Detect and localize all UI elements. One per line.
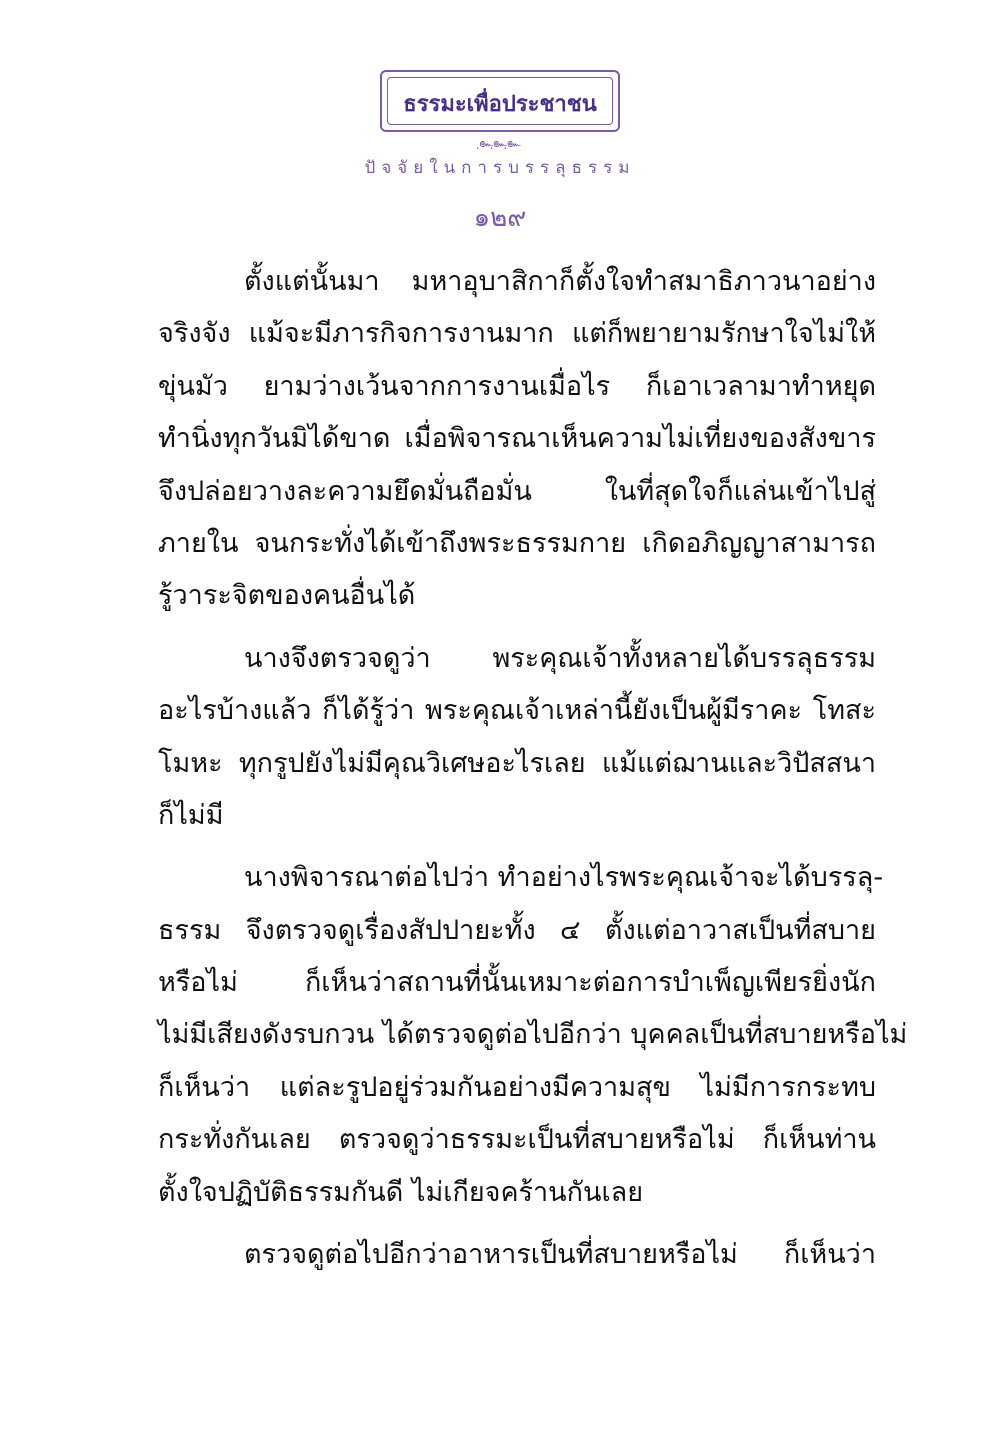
text-line: นางพิจารณาต่อไปว่า ทำอย่างไรพระคุณเจ้าจะได้บรรลุ- xyxy=(244,862,884,894)
text-line: ตั้งใจปฏิบัติธรรมกันดี ไม่เกียจคร้านกันเลย xyxy=(158,1176,644,1208)
paragraph xyxy=(158,852,908,1219)
ornament-icon: ฺ๛ฺ๛ฺ๛ xyxy=(479,136,521,150)
logo-text: ธรรมะเพื่อประชาชน xyxy=(403,92,597,117)
text-line: ขุ่นมัว ยามว่างเว้นจากการงานเมื่อไร ก็เอาเวลามาทำหยุด xyxy=(158,370,876,402)
paragraph xyxy=(158,256,876,623)
logo xyxy=(380,70,620,132)
text-line: กระทั่งกันเลย ตรวจดูว่าธรรมะเป็นที่สบายหรือไม่ ก็เห็นท่าน xyxy=(158,1124,876,1156)
text-line: จึงปล่อยวางละความยึดมั่นถือมั่น ในที่สุดใจก็แล่นเข้าไปสู่ xyxy=(158,475,876,507)
text-line: ตรวจดูต่อไปอีกว่าอาหารเป็นที่สบายหรือไม่ ก็เห็นว่า xyxy=(244,1239,876,1271)
text-line: ก็ไม่มี xyxy=(158,799,224,831)
paragraph xyxy=(158,1229,876,1281)
text-line: โมหะ ทุกรูปยังไม่มีคุณวิเศษอะไรเลย แม้แต่ฌานและวิปัสสนา xyxy=(158,747,876,779)
text-line: หรือไม่ ก็เห็นว่าสถานที่นั้นเหมาะต่อการบำเพ็ญเพียรยิ่งนัก xyxy=(158,967,876,999)
page-number: ๑๒๙ xyxy=(473,203,527,233)
page-header xyxy=(0,70,1000,238)
text-line: ตั้งแต่นั้นมา มหาอุบาสิกาก็ตั้งใจทำสมาธิภาวนาอย่าง xyxy=(244,266,876,297)
text-line: จริงจัง แม้จะมีภารกิจการงานมาก แต่ก็พยายามรักษาใจไม่ให้ xyxy=(158,318,876,350)
text-line: ทำนิ่งทุกวันมิได้ขาด เมื่อพิจารณาเห็นความไม่เที่ยงของสังขาร xyxy=(158,423,876,455)
text-line: อะไรบ้างแล้ว ก็ได้รู้ว่า พระคุณเจ้าเหล่านี้ยังเป็นผู้มีราคะ โทสะ xyxy=(158,695,876,727)
text-line: นางจึงตรวจดูว่า พระคุณเจ้าทั้งหลายได้บรรลุธรรม xyxy=(244,642,876,674)
text-line: ไม่มีเสียงดังรบกวน ได้ตรวจดูต่อไปอีกว่า บุคคลเป็นที่สบายหรือไม่ xyxy=(158,1019,908,1051)
text-line: ก็เห็นว่า แต่ละรูปอยู่ร่วมกันอย่างมีความสุข ไม่มีการกระทบ xyxy=(158,1071,876,1103)
paragraph xyxy=(158,633,876,843)
text-line: ภายใน จนกระทั่งได้เข้าถึงพระธรรมกาย เกิดอภิญญาสามารถ xyxy=(158,527,876,559)
body-text xyxy=(158,256,908,1281)
running-title: ปัจจัยในการบรรลุธรรม xyxy=(364,158,636,178)
text-line: รู้วาระจิตของคนอื่นได้ xyxy=(158,580,416,612)
text-line: ธรรม จึงตรวจดูเรื่องสัปปายะทั้ง ๔ ตั้งแต่อาวาสเป็นที่สบาย xyxy=(158,914,876,946)
